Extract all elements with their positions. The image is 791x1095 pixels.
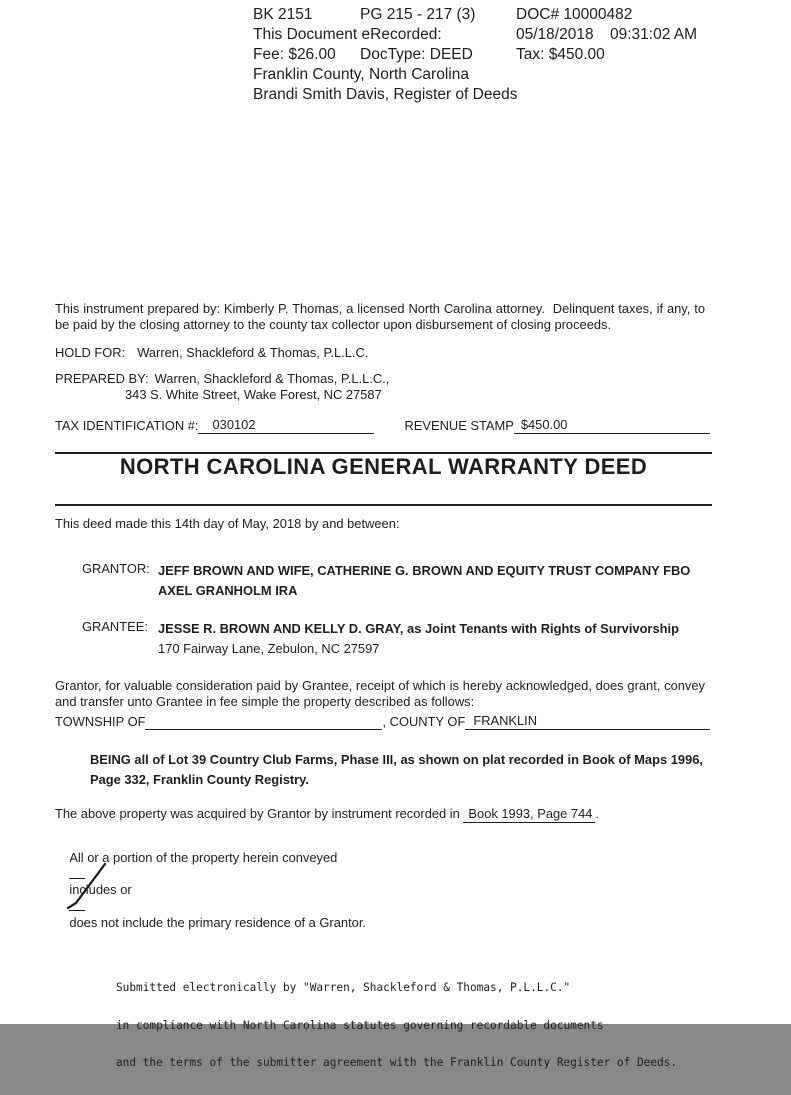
handwritten-checkmark-icon [65, 860, 113, 912]
stamp-row-book-page-doc [253, 5, 788, 25]
grantor-name [158, 561, 718, 601]
erecorded-label: This Document eRecorded: [253, 26, 442, 43]
grantor-name-line1: JEFF BROWN AND WIFE, CATHERINE G. BROWN AND EQUITY TRUST COMPANY FBO [158, 563, 691, 578]
recorded-time: 09:31:02 AM [610, 26, 698, 43]
revenue-stamp-value-field: $450.00 [514, 417, 710, 434]
primary-residence-clause [55, 834, 705, 947]
fee-amount: Fee: $26.00 [253, 46, 336, 63]
hold-for-line [55, 345, 368, 361]
submission-note-line1: Submitted electronically by "Warren, Shackleford & Thomas, P.L.L.C." [116, 981, 571, 994]
prepared-by-block [55, 371, 389, 403]
grantee-name-line1: JESSE R. BROWN AND KELLY D. GRAY, as Joint Tenants with Rights of Survivorship [158, 621, 679, 636]
register-of-deeds-line: Brandi Smith Davis, Register of Deeds [253, 86, 518, 103]
county-value-field: FRANKLIN [465, 713, 710, 730]
hold-for-value: Warren, Shackleford & Thomas, P.L.L.C. [137, 345, 369, 360]
does-not-include-blank-checked [69, 898, 85, 911]
grantor-label: GRANTOR: [82, 561, 150, 576]
deed-made-line: This deed made this 14th day of May, 2018 by and between: [55, 516, 400, 531]
consideration-clause: Grantor, for valuable consideration paid by Grantee, receipt of which is hereby acknowledged, does grant, convey and transfer unto Grantee in fee simple the property described as follows: [55, 678, 709, 709]
stamp-row-register [253, 85, 788, 105]
prepared-by-address: 343 S. White Street, Wake Forest, NC 27587 [125, 386, 382, 402]
page-range: PG 215 - 217 (3) [360, 6, 476, 23]
acquired-suffix: . [595, 806, 600, 821]
county-label: , COUNTY OF [382, 714, 466, 729]
book-number: BK 2151 [253, 6, 313, 23]
acquired-line [55, 806, 599, 822]
recorded-date: 05/18/2018 [516, 26, 594, 43]
hold-for-label: HOLD FOR: [55, 345, 126, 360]
title-rule-bottom [55, 504, 712, 506]
doc-number: DOC# 10000482 [516, 6, 633, 23]
prepared-by-label: PREPARED BY: [55, 371, 149, 386]
county-line: Franklin County, North Carolina [253, 66, 469, 83]
revenue-stamp-label: REVENUE STAMP [404, 418, 514, 433]
grantee-label: GRANTEE: [82, 619, 148, 634]
recording-stamp [253, 5, 788, 105]
acquired-prefix: The above property was acquired by Grantor by instrument recorded in [55, 806, 460, 821]
prepared-by-note: This instrument prepared by: Kimberly P. Thomas, a licensed North Carolina attorney. Delinquent taxes, if any, to be paid by the closing attorney to the county tax collector upon disbursement of closing proceeds. [55, 301, 709, 332]
residence-text2: includes or [69, 882, 132, 898]
tax-id-revenue-row [55, 417, 710, 434]
grantor-name-line2: AXEL GRANHOLM IRA [158, 583, 298, 598]
township-value-field [145, 715, 382, 730]
grantee-name [158, 619, 718, 659]
residence-text3: does not include the primary residence of a Grantor. [69, 914, 366, 930]
submission-note-line3: and the terms of the submitter agreement with the Franklin County Register of Deeds. [116, 1056, 678, 1069]
acquired-book-reference: Book 1993, Page 744 [463, 806, 595, 823]
township-county-row [55, 713, 710, 730]
township-label: TOWNSHIP OF [55, 714, 146, 729]
tax-id-label: TAX IDENTIFICATION #: [55, 418, 199, 433]
tax-amount: Tax: $450.00 [516, 46, 605, 63]
prepared-by-firm: Warren, Shackleford & Thomas, P.L.L.C., [154, 371, 390, 386]
submission-note [116, 957, 677, 1095]
stamp-row-county [253, 65, 788, 85]
doc-type: DocType: DEED [360, 46, 473, 63]
stamp-row-erecorded [253, 25, 788, 45]
residence-text1: All or a portion of the property herein conveyed [69, 849, 338, 865]
legal-description: BEING all of Lot 39 Country Club Farms, Phase III, as shown on plat recorded in Book of Maps 1996, Page 332, Franklin County Registry. [90, 752, 703, 787]
document-title: NORTH CAROLINA GENERAL WARRANTY DEED [119, 454, 648, 479]
stamp-row-fee-type-tax [253, 45, 788, 65]
submission-note-line2: in compliance with North Carolina statutes governing recordable documents [116, 1018, 604, 1032]
tax-id-value-field: 030102 [198, 417, 374, 434]
grantee-address: 170 Fairway Lane, Zebulon, NC 27597 [158, 641, 380, 656]
